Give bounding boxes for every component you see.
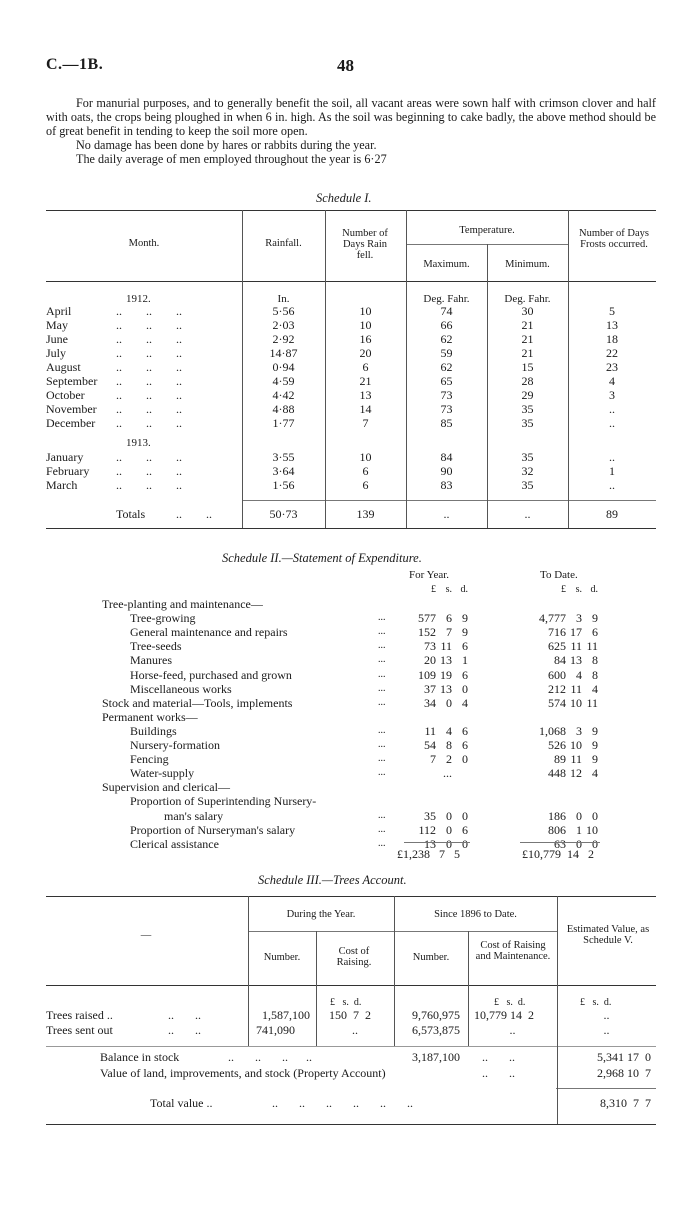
totals-label: Totals: [116, 507, 146, 521]
schedule3-title: Schedule III.—Trees Account.: [258, 873, 407, 887]
leader-dots: ...: [378, 809, 386, 821]
trees-raised-number-since: 9,760,975: [412, 1008, 460, 1022]
date-pence: 9: [592, 752, 598, 767]
expenditure-label: man's salary: [164, 808, 224, 823]
leader-dots: ...: [378, 612, 386, 624]
header-temperature: Temperature.: [459, 225, 515, 236]
year-pounds: 11: [424, 723, 436, 738]
date-shillings: 17: [570, 625, 582, 640]
year-pence: 0: [462, 836, 468, 851]
leader-dots: ...: [378, 682, 386, 694]
date-pounds: 448: [548, 766, 566, 781]
leader-dots: .. .. ..: [116, 374, 182, 388]
col-for-year: For Year.: [409, 569, 450, 581]
date-pounds: 716: [548, 625, 566, 640]
month-name: January: [46, 450, 84, 464]
max-temp-value: 62: [440, 332, 453, 346]
year-pence: 6: [462, 822, 468, 837]
expenditure-label: Fencing: [130, 752, 169, 767]
frost-days-value: 1: [609, 464, 615, 478]
trees-raised-number-year: 1,587,100: [262, 1008, 310, 1022]
month-name: February: [46, 464, 90, 478]
expenditure-label: Supervision and clerical—: [102, 780, 230, 795]
date-pence: 8: [592, 653, 598, 668]
schedule1-title: Schedule I.: [316, 191, 372, 205]
leader-dots: .. ..: [168, 1023, 201, 1037]
rainfall-value: 4·42: [272, 388, 295, 402]
year-pence: 1: [462, 653, 468, 668]
frost-days-value: 4: [609, 374, 615, 388]
intro-paragraph: No damage has been done by hares or rabbits during the year.: [76, 138, 377, 152]
year-pounds: 13: [424, 836, 436, 851]
min-temp-value: 15: [521, 360, 534, 374]
date-pounds: 526: [548, 738, 566, 752]
min-temp-value: 21: [521, 318, 534, 332]
frost-days-value: 22: [606, 346, 618, 360]
rainfall-value: 14·87: [269, 346, 298, 360]
date-shillings: 1: [576, 822, 582, 837]
year-pounds: 34: [424, 695, 436, 710]
year-pounds: 577: [418, 611, 436, 626]
balance-est: 5,341 17 0: [597, 1050, 651, 1064]
frost-days-value: 3: [609, 388, 615, 402]
date-pence: 9: [592, 723, 598, 738]
min-temp-value: 30: [521, 304, 534, 318]
page-number: 48: [337, 56, 354, 75]
days-rain-value: 10: [359, 304, 372, 318]
date-pence: 0: [592, 836, 598, 851]
days-rain-value: 13: [359, 388, 372, 402]
date-pounds: 806: [548, 822, 566, 837]
date-pence: 6: [592, 625, 598, 640]
date-pence: 4: [592, 766, 598, 781]
frost-days-value: ..: [609, 478, 615, 492]
leader-dots: ...: [378, 640, 386, 652]
month-name: July: [46, 346, 67, 360]
year-pounds: 54: [424, 738, 436, 752]
unit-min: Deg. Fahr.: [504, 293, 551, 305]
days-rain-value: 6: [362, 478, 369, 492]
year-pence: 0: [462, 681, 468, 696]
year-label: 1912.: [126, 293, 151, 305]
year-pence: 6: [462, 639, 468, 654]
row-label: Trees raised ..: [46, 1008, 113, 1022]
leader-dots: ...: [378, 696, 386, 708]
leader-dots: .. .. ..: [116, 318, 182, 332]
max-temp-value: 73: [440, 402, 453, 416]
date-pounds: 186: [548, 808, 566, 823]
min-temp-value: 35: [521, 450, 534, 464]
document-reference: C.—1B.: [46, 56, 104, 73]
leader-dots: .. .. .. .. .. ..: [272, 1096, 413, 1110]
trees-sent-cost-year: ..: [352, 1023, 358, 1037]
year-shillings: ...: [443, 766, 452, 781]
year-pence: 6: [462, 738, 468, 752]
expenditure-label: Tree-planting and maintenance—: [102, 597, 263, 611]
col-to-date: To Date.: [540, 569, 578, 581]
trees-sent-number-since: 6,573,875: [412, 1023, 460, 1037]
totals-max: ..: [443, 507, 450, 521]
unit-rain: In.: [277, 293, 290, 305]
month-name: September: [46, 374, 98, 388]
year-pounds: 35: [424, 808, 436, 823]
intro-paragraph: For manurial purposes, and to generally benefit the soil, all vacant areas were sown half with crimson clover and half with oats, the crops being ploughed in when 6 in. high. As the soil was beginning to cake badly, the above method should be of great benefit in tending to keep the soil more open.: [46, 96, 656, 138]
date-pounds: 89: [554, 752, 566, 767]
year-shillings: 19: [440, 667, 452, 682]
date-pounds: 574: [548, 695, 566, 710]
balance-number: 3,187,100: [412, 1050, 460, 1064]
days-rain-value: 16: [359, 332, 372, 346]
header-month: Month.: [128, 238, 160, 249]
max-temp-value: 83: [440, 478, 453, 492]
rainfall-value: 3·55: [272, 450, 295, 464]
rainfall-value: 3·64: [272, 464, 295, 478]
trees-raised-est: ..: [603, 1008, 610, 1022]
leader-dots: .. .. ..: [116, 478, 182, 492]
leader-dots: .. .. ..: [116, 464, 182, 478]
header-cost-maintenance: Cost of Raising and Maintenance.: [475, 940, 551, 962]
date-pence: 9: [592, 611, 598, 626]
date-shillings: 3: [576, 723, 582, 738]
month-name: May: [46, 318, 68, 332]
date-pence: 9: [592, 738, 598, 752]
date-pounds: 600: [548, 667, 566, 682]
leader-dots: .. .. ..: [116, 402, 182, 416]
days-rain-value: 20: [359, 346, 372, 360]
year-pence: 9: [462, 625, 468, 640]
year-pounds: 7: [430, 752, 436, 767]
leader-dots: .. .. ..: [116, 360, 182, 374]
min-temp-value: 35: [521, 416, 534, 430]
trees-sent-number-year: 741,090: [256, 1023, 295, 1037]
max-temp-value: 59: [440, 346, 453, 360]
trees-sent-est: ..: [603, 1023, 610, 1037]
expenditure-label: Water-supply: [130, 766, 195, 781]
leader-dots: ...: [378, 739, 386, 750]
year-shillings: 4: [446, 723, 452, 738]
max-temp-value: 84: [440, 450, 453, 464]
year-pence: 0: [462, 808, 468, 823]
lsd-header: £ s. d.: [494, 997, 526, 1008]
leader-dots: .. .. ..: [116, 388, 182, 402]
date-pence: 8: [592, 667, 598, 682]
year-pounds: 73: [424, 639, 436, 654]
lsd-header: £ s. d.: [580, 997, 612, 1008]
land-est: 2,968 10 7: [597, 1066, 651, 1080]
header-days-rain: Number of Days Rain fell.: [342, 228, 388, 261]
date-pounds: 1,068: [539, 723, 566, 738]
lsd-header: £ s. d.: [330, 997, 362, 1008]
days-rain-value: 21: [359, 374, 372, 388]
date-shillings: 10: [570, 695, 582, 710]
year-pounds: 112: [418, 822, 436, 837]
header-dash: —: [140, 930, 152, 941]
leader-dots: .. .. .. ..: [228, 1050, 312, 1064]
year-pence: 4: [462, 695, 468, 710]
leader-dots: ...: [378, 626, 386, 638]
total-to-date: £10,779 14 2: [522, 847, 594, 861]
min-temp-value: 21: [521, 332, 534, 346]
date-pounds: 4,777: [539, 611, 566, 626]
rainfall-value: 2·92: [272, 332, 295, 346]
leader-dots: .. .. ..: [116, 346, 182, 360]
header-since-1896: Since 1896 to Date.: [434, 909, 517, 920]
rainfall-value: 1·56: [272, 478, 295, 492]
max-temp-value: 66: [440, 318, 453, 332]
date-shillings: 12: [570, 766, 582, 781]
expenditure-label: Miscellaneous works: [130, 681, 232, 696]
month-name: December: [46, 416, 96, 430]
date-pence: 0: [592, 808, 598, 823]
max-temp-value: 74: [440, 304, 453, 318]
frost-days-value: ..: [609, 416, 615, 430]
date-pence: 11: [586, 695, 598, 710]
trees-raised-cost-since: 10,779 14 2: [474, 1008, 534, 1022]
leader-dots: ...: [378, 823, 386, 835]
date-shillings: 11: [570, 681, 582, 696]
month-name: November: [46, 402, 97, 416]
date-pence: 4: [592, 681, 598, 696]
expenditure-label: Buildings: [130, 723, 177, 738]
balance-label: Balance in stock: [100, 1050, 180, 1064]
totals-days: 139: [356, 507, 375, 521]
lsd-shillings: s.: [445, 584, 452, 595]
days-rain-value: 10: [359, 318, 372, 332]
total-est: 8,310 7 7: [600, 1096, 651, 1110]
month-name: October: [46, 388, 85, 402]
rainfall-value: 4·59: [272, 374, 295, 388]
min-temp-value: 21: [521, 346, 534, 360]
intro-text: [46, 96, 656, 166]
rainfall-value: 2·03: [272, 318, 295, 332]
year-shillings: 6: [446, 611, 452, 626]
date-pounds: 212: [548, 681, 566, 696]
frost-days-value: 5: [609, 304, 615, 318]
max-temp-value: 85: [440, 416, 453, 430]
expenditure-label: Permanent works—: [102, 709, 198, 724]
lsd-shillings: s.: [575, 584, 582, 595]
header-number: Number.: [412, 952, 450, 963]
year-shillings: 0: [446, 836, 452, 851]
year-label: 1913.: [126, 437, 151, 449]
days-rain-value: 7: [362, 416, 369, 430]
leader-dots: ...: [378, 654, 386, 666]
leader-dots: ...: [378, 767, 386, 779]
land-label: Value of land, improvements, and stock (Property Account): [100, 1066, 386, 1080]
year-pounds: 20: [424, 653, 436, 668]
year-pounds: 152: [418, 625, 436, 640]
date-shillings: 10: [570, 738, 582, 752]
month-name: April: [46, 304, 72, 318]
date-shillings: 11: [570, 639, 582, 654]
year-shillings: 0: [446, 695, 452, 710]
year-shillings: 0: [446, 822, 452, 837]
expenditure-label: General maintenance and repairs: [130, 625, 288, 640]
leader-dots: .. ..: [176, 507, 212, 521]
leader-dots: .. .. ..: [116, 416, 182, 430]
year-pence: 6: [462, 667, 468, 682]
year-shillings: 0: [446, 808, 452, 823]
leader-dots: .. ..: [482, 1066, 515, 1080]
rainfall-value: 0·94: [272, 360, 295, 374]
date-pounds: 84: [554, 653, 566, 668]
date-shillings: 11: [570, 752, 582, 767]
frost-days-value: ..: [609, 402, 615, 416]
year-shillings: 13: [440, 653, 452, 668]
leader-dots: .. .. ..: [116, 332, 182, 346]
month-name: June: [46, 332, 68, 346]
expenditure-label: Tree-seeds: [130, 639, 182, 654]
rainfall-value: 4·88: [272, 402, 295, 416]
year-shillings: 2: [446, 752, 452, 767]
intro-paragraph: The daily average of men employed throughout the year is 6·27: [76, 152, 387, 166]
expenditure-label: Tree-growing: [130, 611, 196, 626]
leader-dots: .. ..: [482, 1050, 515, 1064]
year-shillings: 11: [440, 639, 452, 654]
date-pence: 10: [586, 822, 598, 837]
rainfall-value: 5·56: [272, 304, 295, 318]
expenditure-label: Horse-feed, purchased and grown: [130, 667, 292, 682]
lsd-pence: d.: [460, 584, 468, 595]
days-rain-value: 10: [359, 450, 372, 464]
year-pence: 9: [462, 611, 468, 626]
leader-dots: .. ..: [168, 1008, 201, 1022]
date-shillings: 0: [576, 836, 582, 851]
date-pounds: 625: [548, 639, 566, 654]
totals-rain: 50·73: [269, 507, 298, 521]
year-shillings: 13: [440, 681, 452, 696]
lsd-pounds: £: [431, 584, 436, 595]
month-name: August: [46, 360, 81, 374]
year-pence: 6: [462, 723, 468, 738]
leader-dots: .. .. ..: [116, 450, 182, 464]
leader-dots: ...: [378, 837, 386, 849]
total-for-year: £1,238 7 5: [397, 847, 460, 861]
year-pounds: 37: [424, 681, 436, 696]
header-during-year: During the Year.: [286, 909, 356, 920]
header-number: Number.: [263, 952, 301, 963]
month-name: March: [46, 478, 78, 492]
lsd-pounds: £: [561, 584, 566, 595]
leader-dots: ...: [378, 668, 386, 680]
expenditure-label: Stock and material—Tools, implements: [102, 695, 293, 710]
row-label: Trees sent out: [46, 1023, 113, 1037]
header-minimum: Minimum.: [505, 259, 550, 270]
max-temp-value: 90: [440, 464, 453, 478]
frost-days-value: 23: [606, 360, 618, 374]
min-temp-value: 35: [521, 478, 534, 492]
total-label: Total value ..: [150, 1096, 213, 1110]
leader-dots: ...: [378, 724, 386, 736]
min-temp-value: 35: [521, 402, 534, 416]
header-rainfall: Rainfall.: [265, 238, 302, 249]
expenditure-label: Proportion of Superintending Nursery-: [130, 794, 317, 809]
min-temp-value: 32: [521, 464, 534, 478]
max-temp-value: 62: [440, 360, 453, 374]
totals-frost: 89: [606, 507, 618, 521]
date-shillings: 0: [576, 808, 582, 823]
header-frosts: Number of Days Frosts occurred.: [579, 228, 649, 250]
min-temp-value: 28: [521, 374, 534, 388]
max-temp-value: 73: [440, 388, 453, 402]
header-cost-raising: Cost of Raising.: [336, 946, 372, 968]
frost-days-value: ..: [609, 450, 615, 464]
date-shillings: 4: [576, 667, 582, 682]
date-pence: 11: [586, 639, 598, 654]
leader-dots: ...: [378, 753, 386, 765]
year-shillings: 8: [446, 738, 452, 752]
frost-days-value: 18: [606, 332, 618, 346]
expenditure-label: Manures: [130, 653, 172, 668]
year-pence: 0: [462, 752, 468, 767]
header-estimated-value: Estimated Value, as Schedule V.: [566, 924, 650, 946]
schedule2-title: Schedule II.—Statement of Expenditure.: [222, 551, 422, 565]
year-shillings: 7: [446, 625, 452, 640]
unit-max: Deg. Fahr.: [423, 293, 470, 305]
max-temp-value: 65: [440, 374, 453, 388]
expenditure-label: Proportion of Nurseryman's salary: [130, 822, 296, 837]
totals-min: ..: [524, 507, 531, 521]
trees-raised-cost-year: 150 7 2: [329, 1008, 371, 1022]
year-pounds: 109: [418, 667, 436, 682]
leader-dots: .. .. ..: [116, 304, 182, 318]
days-rain-value: 6: [362, 464, 369, 478]
expenditure-label: Nursery-formation: [130, 738, 220, 752]
days-rain-value: 14: [359, 402, 372, 416]
date-shillings: 13: [570, 653, 582, 668]
rainfall-value: 1·77: [272, 416, 295, 430]
date-shillings: 3: [576, 611, 582, 626]
lsd-pence: d.: [590, 584, 598, 595]
frost-days-value: 13: [606, 318, 618, 332]
days-rain-value: 6: [362, 360, 369, 374]
date-pounds: 63: [554, 836, 566, 851]
trees-sent-cost-since: ..: [509, 1023, 516, 1037]
min-temp-value: 29: [521, 388, 534, 402]
expenditure-label: Clerical assistance: [130, 836, 219, 851]
header-maximum: Maximum.: [423, 259, 470, 270]
